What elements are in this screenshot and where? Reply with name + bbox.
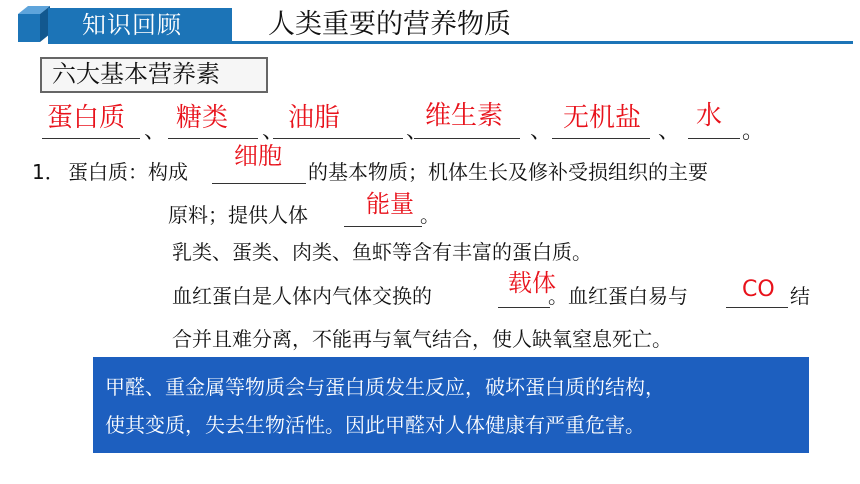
answer-carrier: 载体	[508, 269, 556, 297]
nutrient-answer: 蛋白质	[47, 103, 126, 133]
nutrient-answer: 维生素	[425, 101, 504, 131]
separator: 、	[144, 119, 167, 144]
separator: 、	[530, 119, 553, 144]
item1-line4-mid: 。血红蛋白易与	[548, 284, 688, 308]
item1-line3: 乳类、蛋类、肉类、鱼虾等含有丰富的蛋白质。	[172, 240, 592, 264]
separator: 、	[262, 119, 285, 144]
page-title: 人类重要的营养物质	[268, 9, 511, 40]
answer-energy: 能量	[366, 190, 414, 218]
nutrient-answer: 糖类	[176, 103, 229, 133]
answer-cell: 细胞	[234, 142, 282, 170]
note-line-1: 甲醛、重金属等物质会与蛋白质发生反应，破坏蛋白质的结构，	[105, 375, 665, 399]
header-label: 知识回顾	[82, 11, 182, 39]
item1-line1-prefix: 蛋白质：构成	[68, 160, 188, 184]
note-line-2: 使其变质，失去生物活性。因此甲醛对人体健康有严重危害。	[105, 413, 645, 437]
item1-line2-suffix: 。	[420, 203, 440, 227]
item1-line4-prefix: 血红蛋白是人体内气体交换的	[172, 284, 432, 308]
note-text	[105, 368, 665, 444]
period: 。	[742, 119, 765, 144]
subtitle: 六大基本营养素	[52, 60, 220, 88]
item1-line5: 合并且难分离，不能再与氧气结合，使人缺氧窒息死亡。	[172, 327, 672, 351]
item1-line2-prefix: 原料；提供人体	[168, 203, 308, 227]
separator: 、	[406, 119, 429, 144]
item-number: 1．	[32, 160, 65, 184]
answer-co: CO	[742, 277, 775, 302]
nutrient-row	[40, 101, 820, 144]
separator: 、	[658, 119, 681, 144]
item1-line4-suffix: 结	[790, 284, 810, 308]
nutrient-answer: 油脂	[288, 103, 341, 133]
nutrient-answer: 无机盐	[563, 103, 642, 133]
item1-line1-suffix: 的基本物质；机体生长及修补受损组织的主要	[308, 160, 708, 184]
nutrient-answer: 水	[696, 101, 723, 131]
